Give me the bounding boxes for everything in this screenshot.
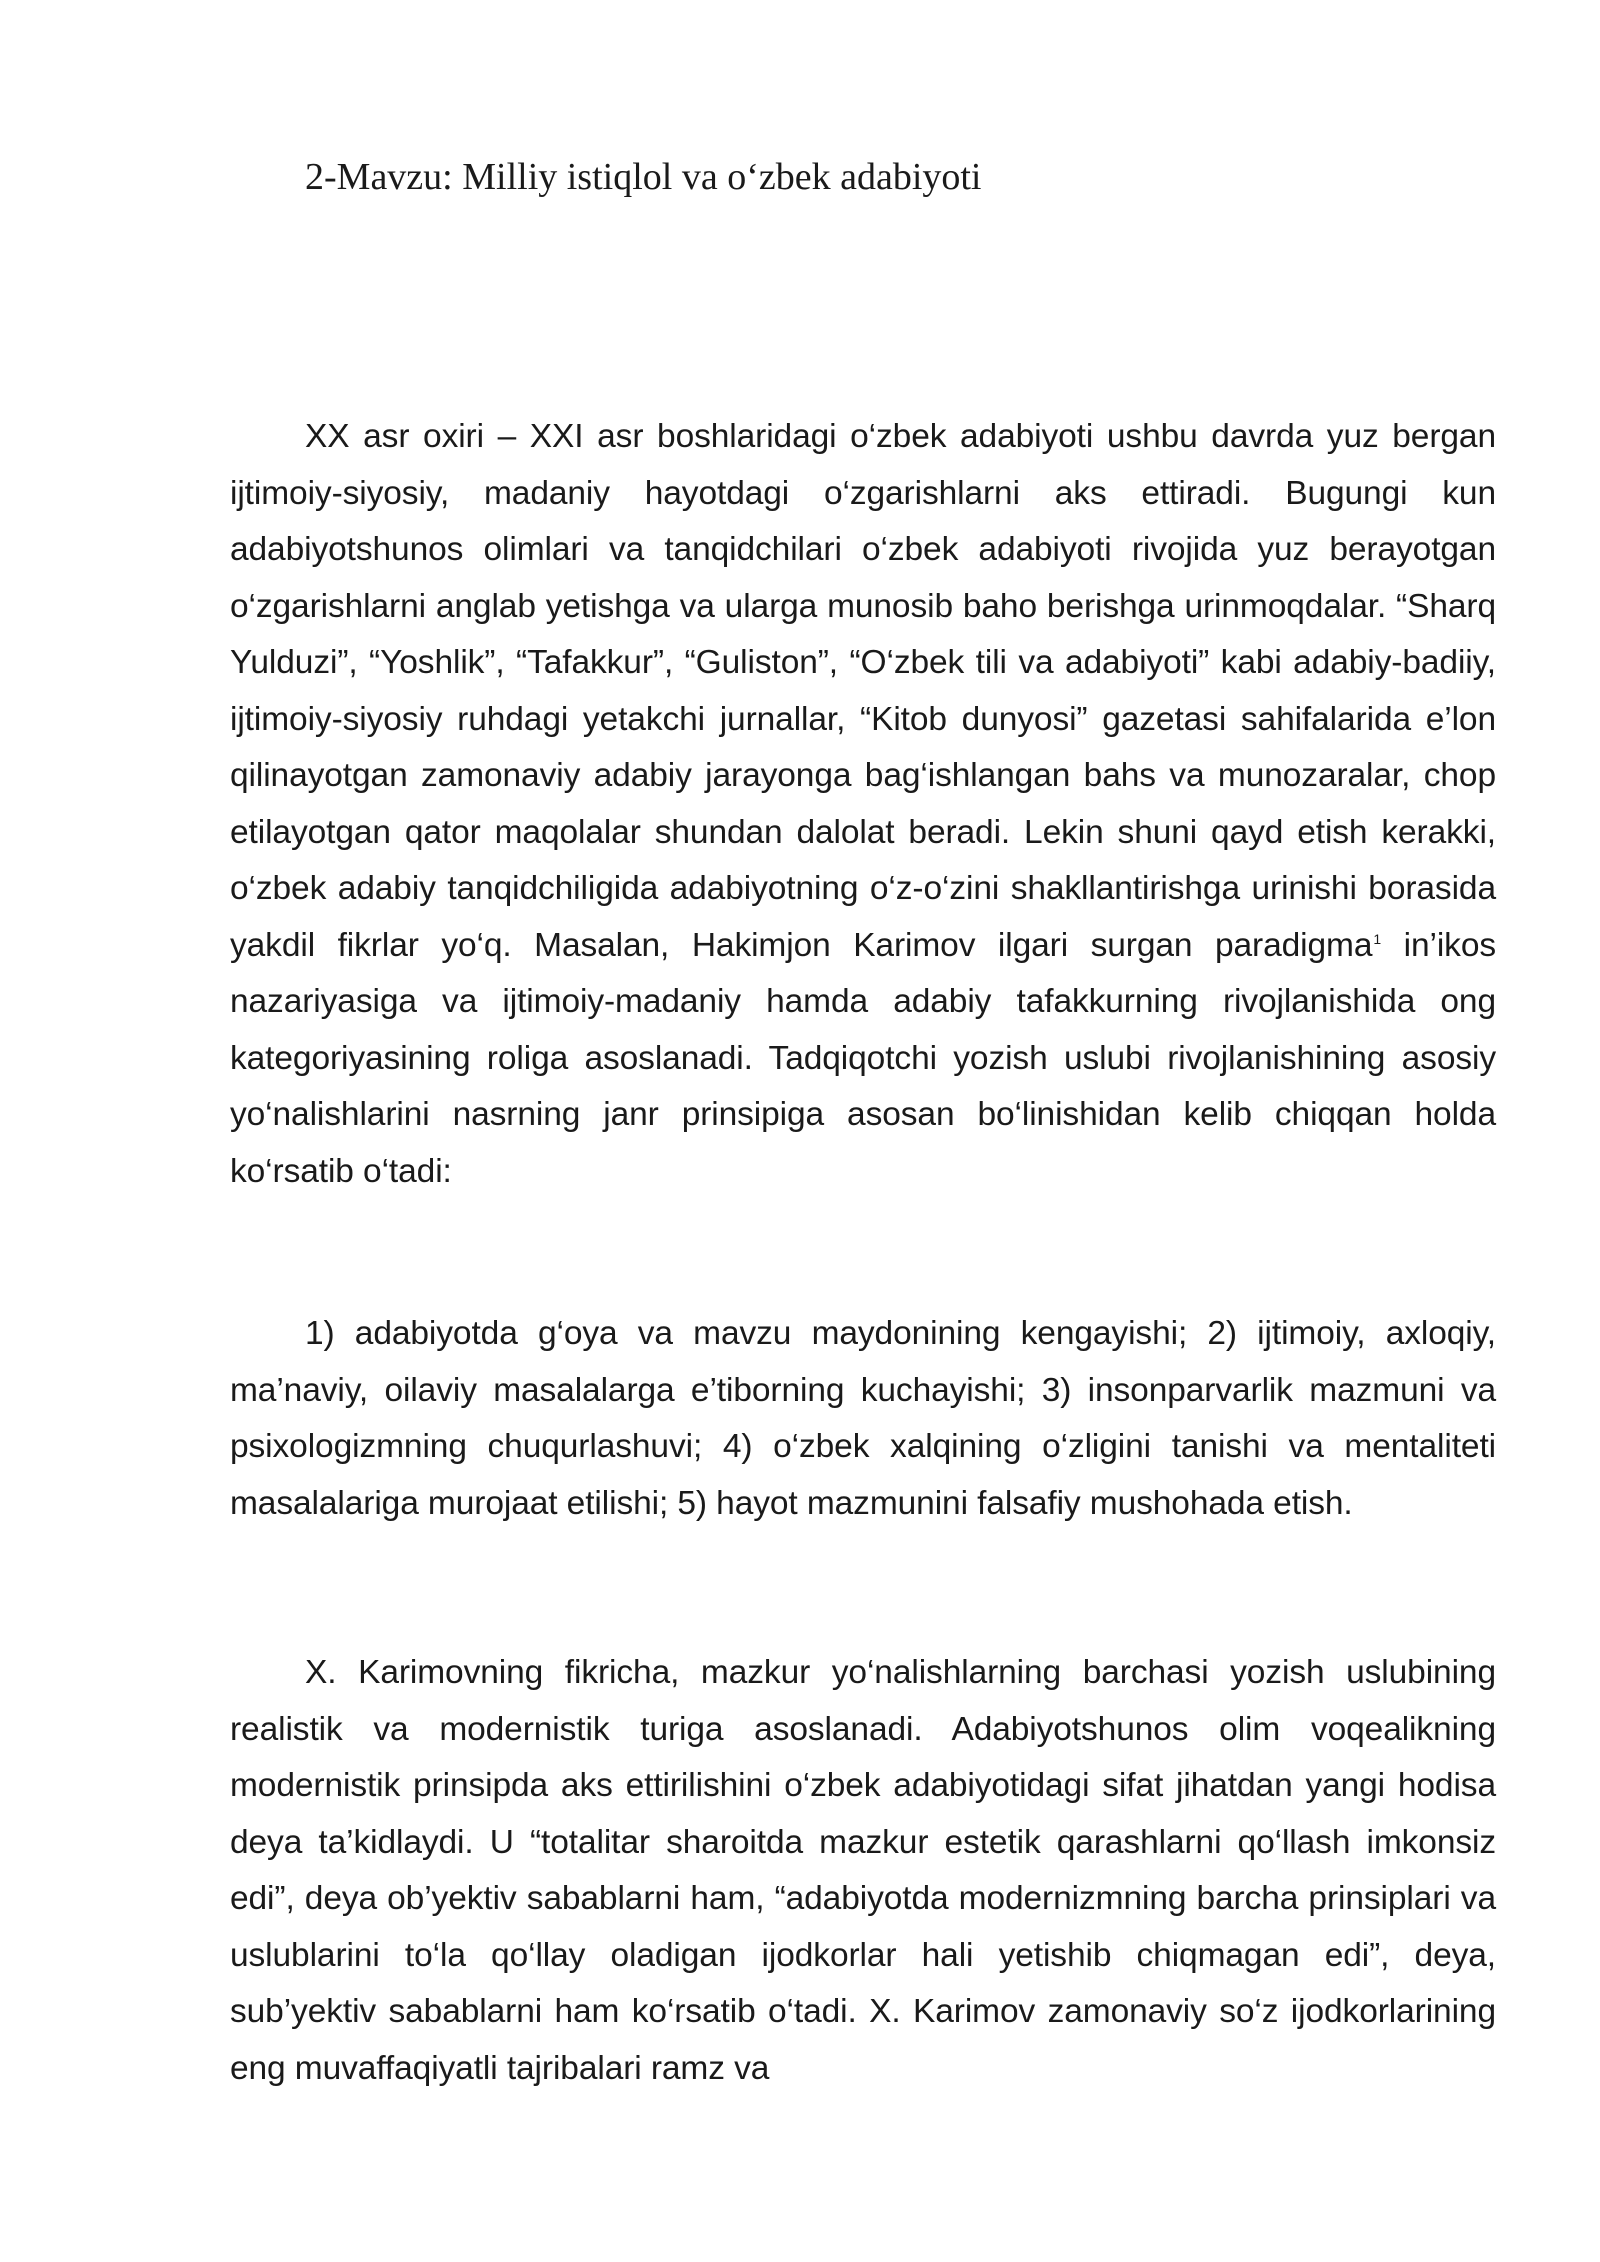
paragraph-karimov: X. Karimovning fikricha, mazkur yo‘nalishlarning barchasi yozish uslubining realistik va modernistik turiga asoslanadi. Adabiyotshunos olim voqealikning modernistik prinsipda aks ettirilishini o‘zbek adabiyotidagi sifat jihatdan yangi hodisa deya ta’kidlaydi. U “totalitar sharoitda mazkur estetik qarashlarni qo‘llash imkonsiz edi”, deya ob’yektiv sabablarni ham, “adabiyotda modernizmning barcha prinsiplari va uslublarini to‘la qo‘llay oladigan ijodkorlar hali yetishib chiqmagan edi”, deya, sub’yektiv sabablarni ham ko‘rsatib o‘tadi. X. Karimov zamonaviy so‘z ijodkorlarining eng muvaffaqiyatli tajribalari ramz va bbox=[230, 1654, 1496, 2087]
footnote-marker[interactable]: 1 bbox=[1373, 930, 1382, 947]
paragraph-intro-text: XX asr oxiri – XXI asr boshlaridagi o‘zbek adabiyoti ushbu davrda yuz bergan ijtimoiy-siyosiy, madaniy hayotdagi o‘zgarishlarni aks ettiradi. Bugungi kun adabiyotshunos olimlari va tanqidchilari o‘zbek adabiyoti rivojida yuz berayotgan o‘zgarishlarni anglab yetishga va ularga munosib baho berishga urinmoqdalar. “Sharq Yulduzi”, “Yoshlik”, “Tafakkur”, “Guliston”, “O‘zbek tili va adabiyoti” kabi adabiy-badiiy, ijtimoiy-siyosiy ruhdagi yetakchi jurnallar, “Kitob dunyosi” gazetasi sahifalarida e’lon qilinayotgan zamonaviy adabiy jarayonga bag‘ishlangan bahs va munozaralar, chop etilayotgan qator maqolalar shundan dalolat beradi. Lekin shuni qayd etish kerakki, o‘zbek adabiy tanqidchiligida adabiyotning o‘z-o‘zini shakllantirishga urinishi borasida yakdil fikrlar yo‘q. Masalan, Hakimjon Karimov ilgari surgan paradigma bbox=[230, 418, 1496, 964]
paragraph-list: 1) adabiyotda g‘oya va mavzu maydonining kengayishi; 2) ijtimoiy, axloqiy, ma’naviy, oilaviy masalalarga e’tiborning kuchayishi; 3) insonparvarlik mazmuni va psixologizmning chuqurlashuvi; 4) o‘zbek xalqining o‘zligini tanishi va mentaliteti masalalariga murojaat etilishi; 5) hayot mazmunini falsafiy mushohada etish. bbox=[230, 1315, 1496, 1522]
paragraph-intro-text-continued: in’ikos nazariyasiga va ijtimoiy-madaniy hamda adabiy tafakkurning rivojlanishida ong kategoriyasining roliga asoslanadi. Tadqiqotchi yozish uslubi rivojlanishining asosiy yo‘nalishlarini nasrning janr prinsipiga asosan bo‘linishidan kelib chiqqan holda ko‘rsatib o‘tadi: bbox=[230, 926, 1497, 1190]
page-title: 2-Mavzu: Milliy istiqlol va o‘zbek adabiyoti bbox=[305, 156, 982, 198]
paragraph-intro bbox=[230, 409, 1496, 1200]
